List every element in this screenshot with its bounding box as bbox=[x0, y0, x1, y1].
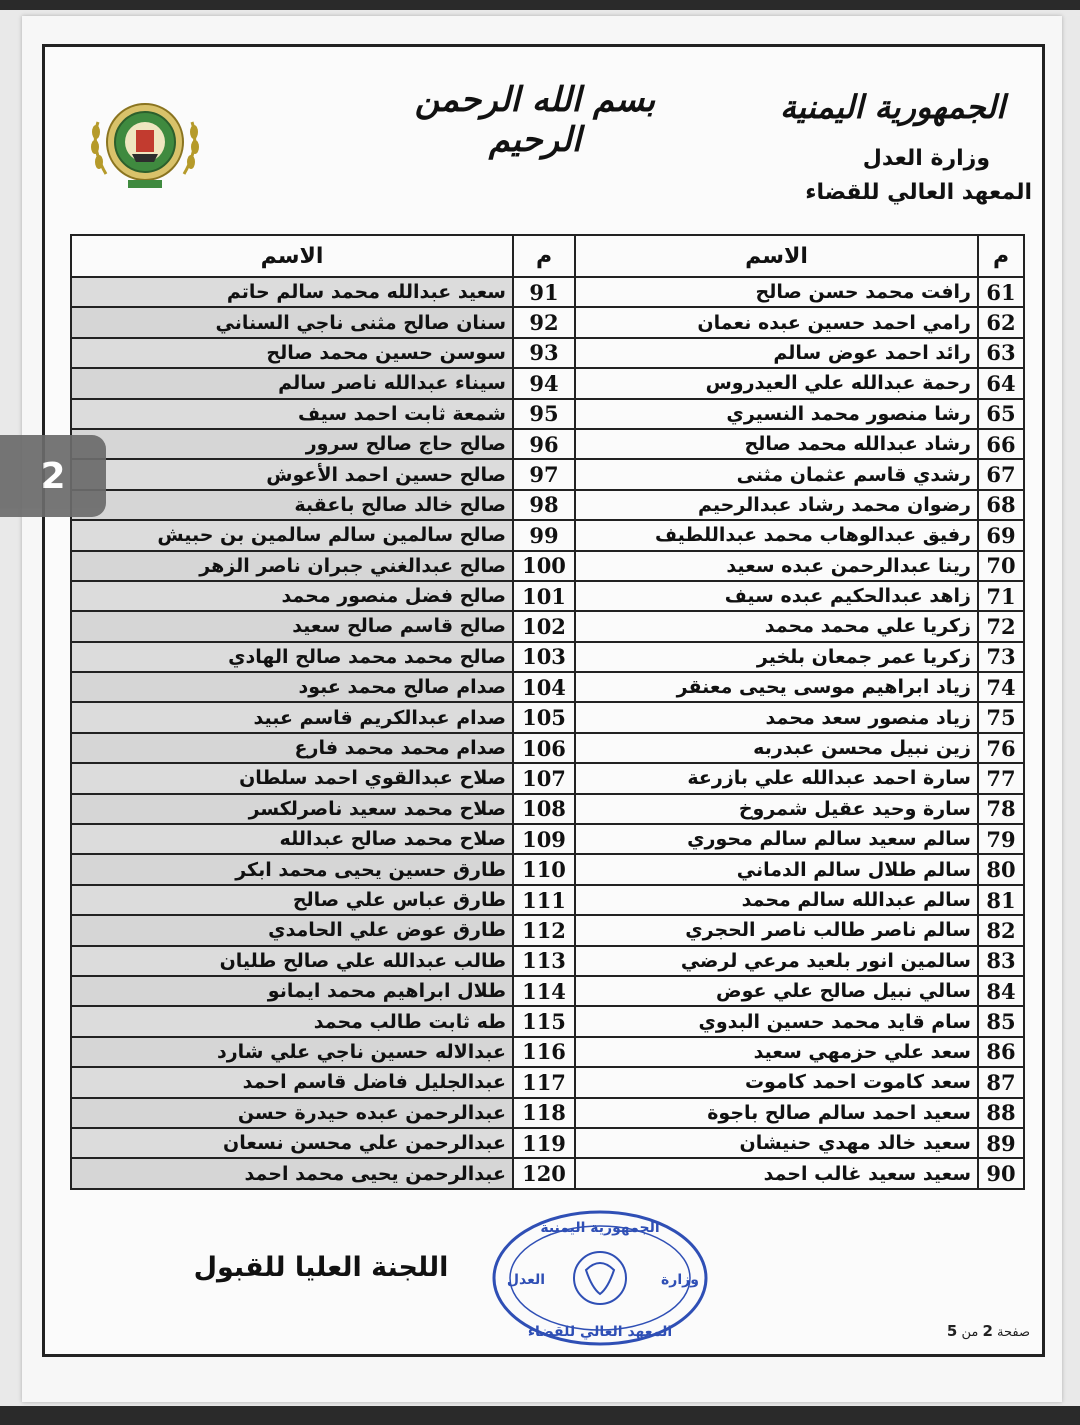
row-number-left: 113 bbox=[513, 946, 575, 976]
table-row bbox=[71, 794, 1024, 824]
official-stamp bbox=[490, 1208, 710, 1348]
row-number-left: 111 bbox=[513, 885, 575, 915]
row-name-right: سالم عبدالله سالم محمد bbox=[575, 885, 978, 915]
row-name-right: سالي نبيل صالح علي عوض bbox=[575, 976, 978, 1006]
stamp-bottom-text: المعهد العالي للقضاء bbox=[527, 1324, 673, 1340]
row-number-right: 85 bbox=[978, 1006, 1024, 1036]
row-number-right: 77 bbox=[978, 763, 1024, 793]
row-number-left: 112 bbox=[513, 915, 575, 945]
row-name-right: زياد ابراهيم موسى يحيى معنقر bbox=[575, 672, 978, 702]
row-number-right: 70 bbox=[978, 551, 1024, 581]
row-number-right: 64 bbox=[978, 368, 1024, 398]
row-name-right: سعد كاموت احمد كاموت bbox=[575, 1067, 978, 1097]
row-name-right: رافت محمد حسن صالح bbox=[575, 277, 978, 307]
top-bar bbox=[0, 0, 1080, 10]
row-number-right: 87 bbox=[978, 1067, 1024, 1097]
table-row bbox=[71, 551, 1024, 581]
row-number-left: 99 bbox=[513, 520, 575, 550]
table-row bbox=[71, 277, 1024, 307]
row-number-right: 83 bbox=[978, 946, 1024, 976]
bottom-bar bbox=[0, 1406, 1080, 1425]
row-name-left: سنان صالح مثنى ناجي السناني bbox=[71, 307, 513, 337]
row-number-right: 68 bbox=[978, 490, 1024, 520]
table-row bbox=[71, 338, 1024, 368]
row-name-left: طالب عبدالله علي صالح طليان bbox=[71, 946, 513, 976]
table-row bbox=[71, 854, 1024, 884]
row-name-left: صالح فضل منصور محمد bbox=[71, 581, 513, 611]
table-row bbox=[71, 1158, 1024, 1188]
row-number-left: 116 bbox=[513, 1037, 575, 1067]
row-name-right: زياد منصور سعد محمد bbox=[575, 702, 978, 732]
row-name-left: صلاح محمد صالح عبدالله bbox=[71, 824, 513, 854]
row-number-left: 93 bbox=[513, 338, 575, 368]
row-number-right: 66 bbox=[978, 429, 1024, 459]
table-row bbox=[71, 733, 1024, 763]
row-number-right: 76 bbox=[978, 733, 1024, 763]
row-number-right: 80 bbox=[978, 854, 1024, 884]
row-number-right: 71 bbox=[978, 581, 1024, 611]
row-name-right: رفيق عبدالوهاب محمد عبداللطيف bbox=[575, 520, 978, 550]
row-number-right: 63 bbox=[978, 338, 1024, 368]
table-row bbox=[71, 1098, 1024, 1128]
page-number bbox=[940, 1322, 1030, 1344]
row-name-right: سالم طلال سالم الدماني bbox=[575, 854, 978, 884]
row-name-left: صلاح عبدالقوي احمد سلطان bbox=[71, 763, 513, 793]
row-name-right: سعيد سعيد غالب احمد bbox=[575, 1158, 978, 1188]
row-number-left: 118 bbox=[513, 1098, 575, 1128]
row-number-right: 81 bbox=[978, 885, 1024, 915]
header-number-right: م bbox=[978, 235, 1024, 277]
row-name-left: صالح حسين احمد الأعوش bbox=[71, 459, 513, 489]
page-label: صفحة bbox=[997, 1325, 1030, 1340]
row-number-left: 94 bbox=[513, 368, 575, 398]
row-number-left: 119 bbox=[513, 1128, 575, 1158]
row-number-left: 109 bbox=[513, 824, 575, 854]
table-row bbox=[71, 824, 1024, 854]
names-table bbox=[70, 234, 1025, 1190]
row-number-left: 100 bbox=[513, 551, 575, 581]
table-row bbox=[71, 1037, 1024, 1067]
row-number-left: 120 bbox=[513, 1158, 575, 1188]
table-row bbox=[71, 1006, 1024, 1036]
row-name-right: سالم سعيد سالم سالم محوري bbox=[575, 824, 978, 854]
bismillah-heading: بسم الله الرحمن الرحيم bbox=[414, 80, 656, 160]
row-name-left: طارق عوض علي الحامدي bbox=[71, 915, 513, 945]
stamp-right-text: العدل bbox=[506, 1272, 546, 1288]
row-number-left: 91 bbox=[513, 277, 575, 307]
row-name-left: طارق عباس علي صالح bbox=[71, 885, 513, 915]
row-name-right: سعد علي حزمهي سعيد bbox=[575, 1037, 978, 1067]
row-name-left: طه ثابت طالب محمد bbox=[71, 1006, 513, 1036]
row-number-left: 98 bbox=[513, 490, 575, 520]
row-number-right: 73 bbox=[978, 642, 1024, 672]
table-row bbox=[71, 1128, 1024, 1158]
row-name-right: زاهد عبدالحكيم عبده سيف bbox=[575, 581, 978, 611]
table-row bbox=[71, 702, 1024, 732]
row-name-right: سارة وحيد عقيل شمروخ bbox=[575, 794, 978, 824]
row-name-left: عبدالرحمن عبده حيدرة حسن bbox=[71, 1098, 513, 1128]
row-name-right: سالمين انور بلعيد مرعي لرضي bbox=[575, 946, 978, 976]
row-number-right: 78 bbox=[978, 794, 1024, 824]
header-name-right: الاسم bbox=[575, 235, 978, 277]
row-name-right: سارة احمد عبدالله علي بازرعة bbox=[575, 763, 978, 793]
row-name-left: صدام صالح محمد عبود bbox=[71, 672, 513, 702]
committee-signature: اللجنة العليا للقبول bbox=[193, 1252, 449, 1283]
header-number-left: م bbox=[513, 235, 575, 277]
row-number-right: 82 bbox=[978, 915, 1024, 945]
table-row bbox=[71, 763, 1024, 793]
header-name-left: الاسم bbox=[71, 235, 513, 277]
row-name-left: عبدالجليل فاضل قاسم احمد bbox=[71, 1067, 513, 1097]
row-name-right: رشدي قاسم عثمان مثنى bbox=[575, 459, 978, 489]
row-name-right: سعيد خالد مهدي حنيشان bbox=[575, 1128, 978, 1158]
row-number-right: 89 bbox=[978, 1128, 1024, 1158]
row-name-left: صالح خالد صالح باعقبة bbox=[71, 490, 513, 520]
row-name-left: صدام عبدالكريم قاسم عبيد bbox=[71, 702, 513, 732]
row-number-right: 65 bbox=[978, 399, 1024, 429]
stamp-left-text: وزارة bbox=[661, 1272, 699, 1288]
row-number-right: 86 bbox=[978, 1037, 1024, 1067]
table-header-row bbox=[71, 235, 1024, 277]
table-row bbox=[71, 946, 1024, 976]
row-name-left: صالح سالمين سالم سالمين بن حبيش bbox=[71, 520, 513, 550]
ministry-title: وزارة العدل bbox=[862, 146, 990, 171]
page-total: 5 bbox=[946, 1322, 958, 1340]
row-number-right: 88 bbox=[978, 1098, 1024, 1128]
row-number-right: 84 bbox=[978, 976, 1024, 1006]
table-row bbox=[71, 459, 1024, 489]
page-current: 2 bbox=[982, 1322, 993, 1340]
table-row bbox=[71, 672, 1024, 702]
row-name-left: صالح عبدالغني جبران ناصر الزهر bbox=[71, 551, 513, 581]
row-name-right: زكريا علي محمد محمد bbox=[575, 611, 978, 641]
row-name-left: عبدالرحمن يحيى محمد احمد bbox=[71, 1158, 513, 1188]
row-name-left: عبدالرحمن علي محسن نسعان bbox=[71, 1128, 513, 1158]
row-number-left: 92 bbox=[513, 307, 575, 337]
row-number-left: 96 bbox=[513, 429, 575, 459]
row-number-left: 110 bbox=[513, 854, 575, 884]
row-name-left: شمعة ثابت احمد سيف bbox=[71, 399, 513, 429]
image-counter-badge[interactable]: 2 bbox=[0, 435, 106, 517]
row-number-right: 79 bbox=[978, 824, 1024, 854]
row-name-left: صالح قاسم صالح سعيد bbox=[71, 611, 513, 641]
row-number-right: 61 bbox=[978, 277, 1024, 307]
row-name-right: رينا عبدالرحمن عبده سعيد bbox=[575, 551, 978, 581]
table-row bbox=[71, 368, 1024, 398]
row-number-left: 105 bbox=[513, 702, 575, 732]
row-number-left: 102 bbox=[513, 611, 575, 641]
page-of: من bbox=[961, 1325, 979, 1340]
row-number-right: 74 bbox=[978, 672, 1024, 702]
table-row bbox=[71, 915, 1024, 945]
row-name-right: زين نبيل محسن عبدربه bbox=[575, 733, 978, 763]
table-row bbox=[71, 490, 1024, 520]
stamp-top-text: الجمهورية اليمنية bbox=[540, 1220, 660, 1236]
row-name-right: سالم ناصر طالب ناصر الحجري bbox=[575, 915, 978, 945]
row-name-left: سعيد عبدالله محمد سالم حاتم bbox=[71, 277, 513, 307]
table-row bbox=[71, 307, 1024, 337]
table-row bbox=[71, 520, 1024, 550]
row-number-left: 108 bbox=[513, 794, 575, 824]
row-number-left: 101 bbox=[513, 581, 575, 611]
row-number-left: 107 bbox=[513, 763, 575, 793]
row-number-left: 97 bbox=[513, 459, 575, 489]
row-name-right: زكريا عمر جمعان بلخير bbox=[575, 642, 978, 672]
row-number-left: 106 bbox=[513, 733, 575, 763]
republic-title: الجمهورية اليمنية bbox=[780, 88, 1005, 126]
row-number-right: 72 bbox=[978, 611, 1024, 641]
row-number-right: 67 bbox=[978, 459, 1024, 489]
row-number-left: 104 bbox=[513, 672, 575, 702]
table-row bbox=[71, 581, 1024, 611]
row-name-left: سوسن حسين محمد صالح bbox=[71, 338, 513, 368]
row-number-right: 75 bbox=[978, 702, 1024, 732]
table-row bbox=[71, 399, 1024, 429]
row-name-right: رامي احمد حسين عبده نعمان bbox=[575, 307, 978, 337]
row-name-left: صالح حاج صالح سرور bbox=[71, 429, 513, 459]
row-name-right: سام قايد محمد حسين البدوي bbox=[575, 1006, 978, 1036]
row-number-left: 103 bbox=[513, 642, 575, 672]
row-name-right: رضوان محمد رشاد عبدالرحيم bbox=[575, 490, 978, 520]
table-row bbox=[71, 976, 1024, 1006]
institute-title: المعهد العالي للقضاء bbox=[805, 180, 1032, 205]
table-row bbox=[71, 1067, 1024, 1097]
row-name-right: رشاد عبدالله محمد صالح bbox=[575, 429, 978, 459]
row-number-right: 90 bbox=[978, 1158, 1024, 1188]
table-row bbox=[71, 642, 1024, 672]
row-name-left: طلال ابراهيم محمد ايمانو bbox=[71, 976, 513, 1006]
row-name-right: رائد احمد عوض سالم bbox=[575, 338, 978, 368]
row-name-left: سيناء عبدالله ناصر سالم bbox=[71, 368, 513, 398]
row-number-right: 62 bbox=[978, 307, 1024, 337]
row-number-left: 114 bbox=[513, 976, 575, 1006]
row-name-left: عبدالاله حسين ناجي علي شارد bbox=[71, 1037, 513, 1067]
row-number-right: 69 bbox=[978, 520, 1024, 550]
table-row bbox=[71, 885, 1024, 915]
row-name-left: طارق حسين يحيى محمد ابكر bbox=[71, 854, 513, 884]
institute-logo bbox=[84, 92, 206, 192]
row-name-left: صدام محمد محمد فارع bbox=[71, 733, 513, 763]
table-row bbox=[71, 429, 1024, 459]
row-name-right: سعيد احمد سالم صالح باجوة bbox=[575, 1098, 978, 1128]
row-number-left: 115 bbox=[513, 1006, 575, 1036]
row-name-left: صلاح محمد سعيد ناصرلكسر bbox=[71, 794, 513, 824]
row-number-left: 117 bbox=[513, 1067, 575, 1097]
row-number-left: 95 bbox=[513, 399, 575, 429]
row-name-left: صالح محمد محمد صالح الهادي bbox=[71, 642, 513, 672]
row-name-right: رحمة عبدالله علي العيدروس bbox=[575, 368, 978, 398]
row-name-right: رشا منصور محمد النسيري bbox=[575, 399, 978, 429]
table-row bbox=[71, 611, 1024, 641]
